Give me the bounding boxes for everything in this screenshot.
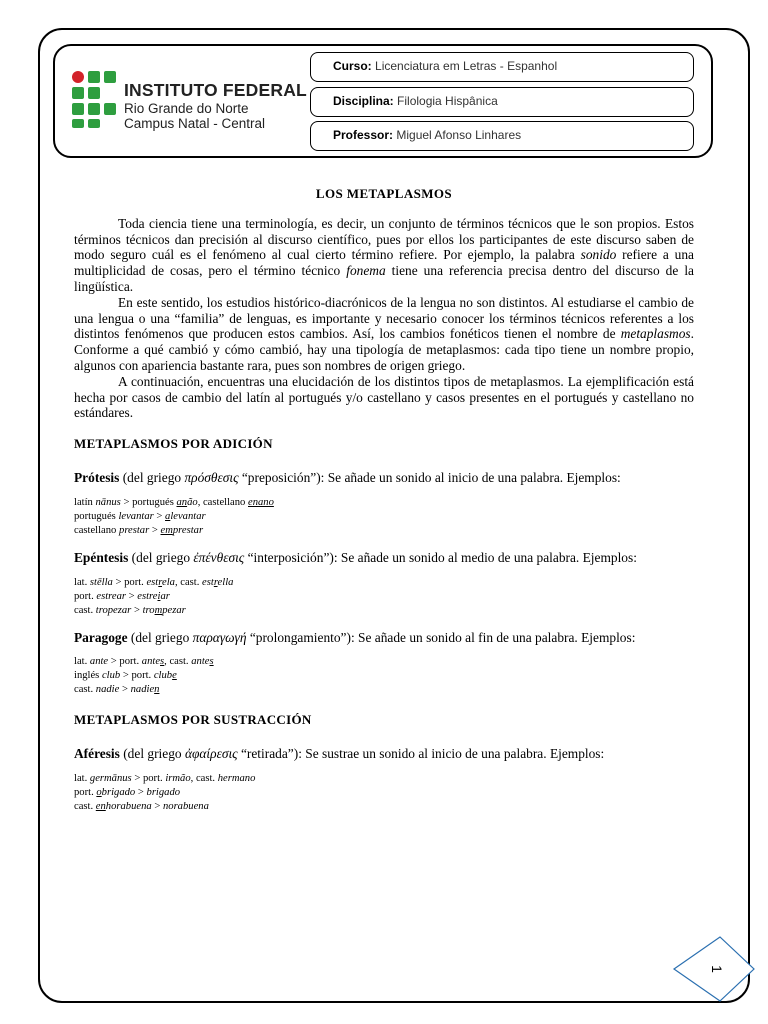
definition-protesis: Prótesis (del griego πρόσθεσις “preposición”): Se añade un sonido al inicio de una palabra. Ejemplos: [74, 469, 621, 485]
paragraph-3: A continuación, encuentras una elucidación de los distintos tipos de metaplasmos. La ejemplificación está hecha por casos de cambio del latín al portugués y/o castellano y casos presentes en el portugués y castellano no estándares. [74, 373, 694, 421]
logo-line1: Rio Grande do Norte [124, 101, 249, 116]
definition-epentesis: Epéntesis (del griego ἐπένθεσις “interposición”): Se añade un sonido al medio de una palabra. Ejemplos: [74, 549, 637, 565]
professor-box [310, 121, 694, 151]
disciplina-value: Filologia Hispânica [397, 94, 498, 108]
example-line: inglés club > port. clube [74, 670, 177, 682]
example-line: portugués levantar > alevantar [74, 510, 206, 522]
example-line: lat. stēlla > port. estrela, cast. estrella [74, 576, 234, 588]
paragraph-1: Toda ciencia tiene una terminología, es decir, un conjunto de términos técnicos que le son propios. Estos términos técnicos dan precisión al discurso científico, pues por ellos los participantes de este discurso saben de modo seguro cuál es el fenómeno al cual cierto término refiere. Por ejemplo, la palabra sonido refiere a una multiplicidad de cosas, pero el término técnico fonema tiene una referencia precisa dentro del discurso de la lingüística. [74, 215, 694, 294]
page-number-badge [672, 935, 756, 1003]
term-paragoge: Paragoge [74, 629, 128, 645]
example-line: lat. germānus > port. irmão, cast. hermano [74, 772, 256, 784]
section-heading-adicion: METAPLASMOS POR ADICIÓN [74, 436, 273, 452]
examples-protesis [74, 496, 694, 538]
definition-aferesis: Aféresis (del griego ἀφαίρεσις “retirada”): Se sustrae un sonido al inicio de una palabra. Ejemplos: [74, 746, 605, 762]
examples-epentesis [74, 576, 694, 618]
example-line: cast. enhorabuena > norabuena [74, 800, 209, 812]
example-line: cast. tropezar > trompezar [74, 604, 186, 616]
disciplina-box [310, 87, 694, 117]
definition-paragoge: Paragoge (del griego παραγωγή “prolongamiento”): Se añade un sonido al fin de una palabra. Ejemplos: [74, 629, 636, 645]
page-number: 1 [709, 965, 725, 973]
logo-squares-icon [72, 71, 120, 127]
curso-label: Curso: [333, 59, 372, 73]
example-line: latín nānus > portugués anão, castellano enano [74, 496, 274, 508]
example-line: port. estrear > estreiar [74, 590, 170, 602]
curso-box [310, 52, 694, 82]
logo-title: INSTITUTO FEDERAL [124, 80, 307, 100]
logo-line2: Campus Natal - Central [124, 116, 266, 131]
document-title: LOS METAPLASMOS [315, 186, 453, 201]
term-aferesis: Aféresis [74, 746, 120, 762]
example-line: cast. nadie > nadien [74, 684, 160, 696]
term-epentesis: Epéntesis [74, 549, 129, 565]
disciplina-label: Disciplina: [333, 94, 394, 108]
example-line: castellano prestar > emprestar [74, 524, 204, 536]
professor-label: Professor: [333, 128, 394, 142]
paragraph-2: En este sentido, los estudios histórico-diacrónicos de la lengua no son distintos. Al estudiarse el cambio de una lengua o una “familia” de lenguas, es importante y necesario conocer los términos técnicos referentes a los distintos fenómenos que producen estos cambios. Así, los cambios fonéticos tienen el nombre de metaplasmos. Conforme a qué cambió y cómo cambió, hay una tipología de metaplasmos: cada tipo tiene un nombre propio, algunos con apariencia bastante rara, pues son nombres de origen griego. [74, 294, 694, 373]
document-body [74, 186, 694, 826]
professor-value: Miguel Afonso Linhares [396, 128, 522, 142]
term-protesis: Prótesis [74, 469, 120, 485]
institute-logo [72, 71, 312, 131]
example-line: port. obrigado > brigado [74, 786, 181, 798]
section-heading-sustraccion: METAPLASMOS POR SUSTRACCIÓN [74, 712, 312, 728]
examples-paragoge [74, 655, 694, 697]
example-line: lat. ante > port. antes, cast. antes [74, 656, 214, 668]
curso-value: Licenciatura em Letras - Espanhol [375, 59, 558, 73]
examples-aferesis [74, 772, 694, 814]
